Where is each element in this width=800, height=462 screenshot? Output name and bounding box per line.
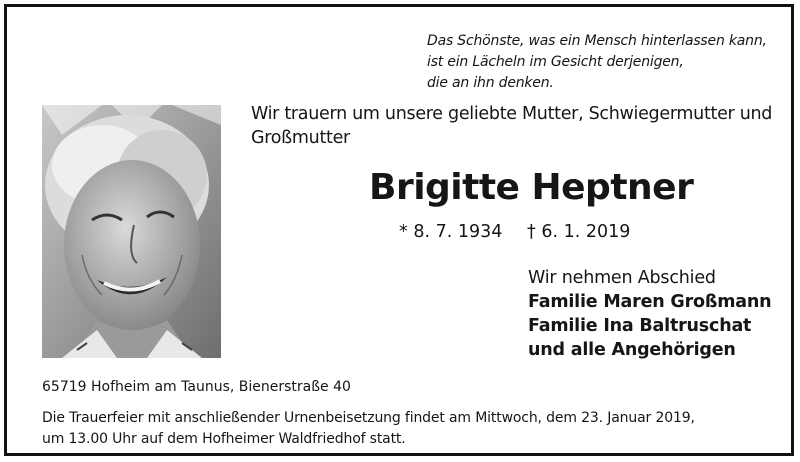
birth-date: * 8. 7. 1934 [399, 222, 503, 242]
quote-line: Das Schönste, was ein Mensch hinterlassen kann, [427, 33, 767, 49]
obituary-notice [4, 4, 794, 456]
quote-line: die an ihn denken. [427, 75, 554, 91]
farewell-line: Wir nehmen Abschied [528, 268, 716, 288]
service-line: Die Trauerfeier mit anschließender Urnenbeisetzung findet am Mittwoch, dem 23. Januar 2019, [42, 410, 695, 426]
family-name: Familie Ina Baltruschat [528, 316, 752, 336]
relatives-line: und alle Angehörigen [528, 340, 736, 360]
intro-line: Wir trauern um unsere geliebte Mutter, Schwiegermutter und [251, 104, 773, 124]
deceased-name: Brigitte Heptner [369, 167, 694, 208]
mourners-block [528, 266, 771, 362]
death-date: † 6. 1. 2019 [527, 222, 631, 242]
memorial-quote [427, 31, 787, 94]
portrait-image [42, 105, 221, 358]
family-address: 65719 Hofheim am Taunus, Bienerstraße 40 [42, 379, 351, 395]
family-name: Familie Maren Großmann [528, 292, 772, 312]
portrait-photo [42, 105, 221, 358]
quote-line: ist ein Lächeln im Gesicht derjenigen, [427, 54, 684, 70]
mourning-intro [251, 102, 781, 150]
funeral-service-info [42, 408, 772, 450]
service-line: um 13.00 Uhr auf dem Hofheimer Waldfriedhof statt. [42, 431, 406, 447]
intro-line: Großmutter [251, 128, 350, 148]
